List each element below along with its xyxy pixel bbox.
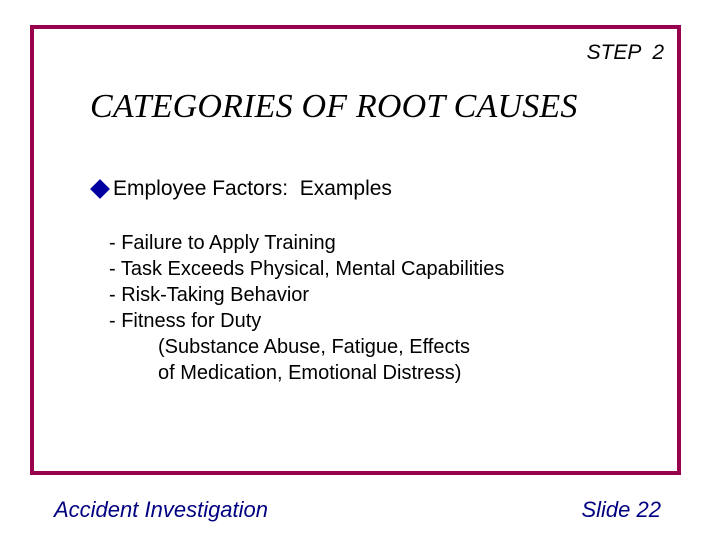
list-item: - Fitness for Duty bbox=[109, 310, 262, 332]
list-item: - Task Exceeds Physical, Mental Capabilities bbox=[109, 258, 505, 280]
sub-list-item: (Substance Abuse, Fatigue, Effects bbox=[158, 336, 471, 358]
step-label: STEP 2 bbox=[586, 41, 664, 64]
examples-list bbox=[109, 230, 504, 386]
footer-course-title: Accident Investigation bbox=[54, 497, 269, 522]
list-item: - Failure to Apply Training bbox=[109, 232, 336, 254]
section-heading-text: Employee Factors: Examples bbox=[113, 177, 392, 200]
slide-title: CATEGORIES OF ROOT CAUSES bbox=[90, 88, 578, 125]
sub-list-item: of Medication, Emotional Distress) bbox=[158, 362, 462, 384]
diamond-bullet-icon bbox=[90, 179, 110, 199]
list-item: - Risk-Taking Behavior bbox=[109, 284, 310, 306]
footer-slide-number: Slide 22 bbox=[581, 497, 661, 522]
section-heading bbox=[89, 177, 392, 201]
